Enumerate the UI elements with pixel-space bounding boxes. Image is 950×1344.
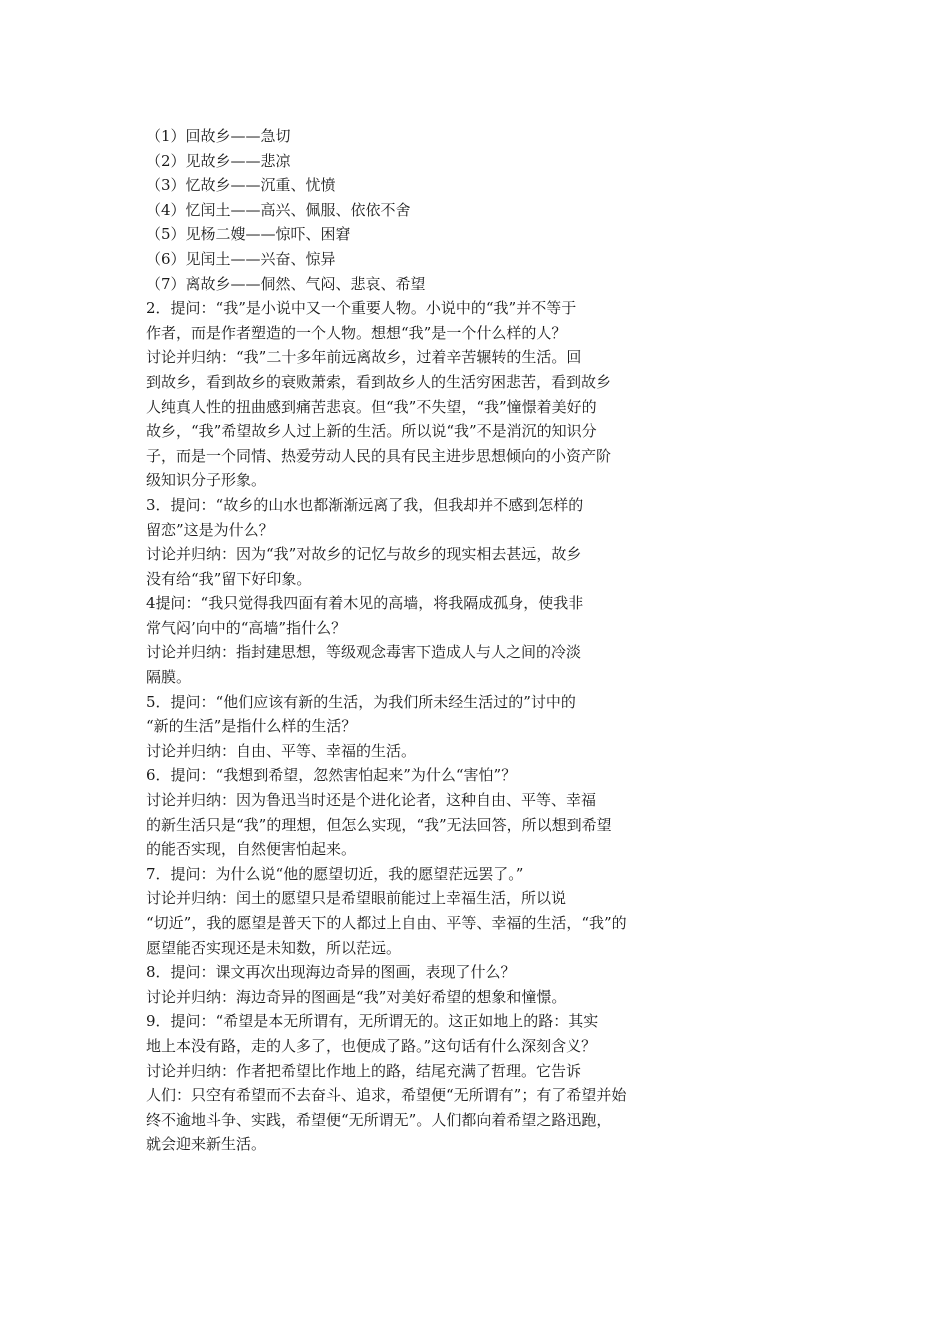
text-line: 隔膜。 (146, 668, 192, 687)
text-line: 终不逾地斗争、实践，希望便“无所谓无”。人们都向着希望之路迅跑， (146, 1110, 612, 1129)
text-line: 讨论并归纳：海边奇异的图画是“我”对美好希望的想象和憧憬。 (146, 987, 567, 1006)
text-line: 3．提问：“故乡的山水也都渐渐远离了我，但我却并不感到怎样的 (146, 495, 584, 514)
text-line: 8．提问：课文再次出现海边奇异的图画，表现了什么？ (146, 963, 516, 982)
text-line: 讨论并归纳：因为鲁迅当时还是个进化论者，这种自由、平等、幸福 (146, 791, 597, 810)
text-line: 讨论并归纳：因为“我”对故乡的记忆与故乡的现实相去甚远，故乡 (146, 545, 582, 564)
text-line: 讨论并归纳：指封建思想，等级观念毒害下造成人与人之间的冷淡 (146, 643, 582, 662)
text-line: （5）见杨二嫂——惊吓、困窘 (146, 225, 351, 244)
text-line: 级知识分子形象。 (146, 471, 267, 490)
text-line: 讨论并归纳：“我”二十多年前远离故乡，过着辛苦辗转的生活。回 (146, 348, 582, 367)
text-line: （2）见故乡——悲凉 (146, 151, 291, 170)
text-line: 子，而是一个同情、热爱劳动人民的具有民主进步思想倾向的小资产阶 (146, 446, 612, 465)
text-line: 地上本没有路，走的人多了，也便成了路。”这句话有什么深刻含义？ (146, 1036, 597, 1055)
text-line: 人们：只空有希望而不去奋斗、追求，希望便“无所谓有”；有了希望并始 (146, 1086, 627, 1105)
text-line: （7）离故乡——侗然、气闷、悲哀、希望 (146, 274, 426, 293)
text-line: 就会迎来新生活。 (146, 1135, 267, 1154)
text-line: 6．提问：“我想到希望，忽然害怕起来”为什么“害怕”？ (146, 766, 517, 785)
text-line: （4）忆闰土——高兴、佩服、依依不舍 (146, 200, 411, 219)
document-body (146, 124, 786, 1157)
text-line: 讨论并归纳：闰土的愿望只是希望眼前能过上幸福生活，所以说 (146, 889, 567, 908)
text-line: 作者，而是作者塑造的一个人物。想想“我”是一个什么样的人？ (146, 323, 567, 342)
text-line: （1）回故乡——急切 (146, 127, 291, 145)
text-line: 讨论并归纳：自由、平等、幸福的生活。 (146, 741, 417, 760)
text-line: （3）忆故乡——沉重、忧愤 (146, 176, 336, 195)
text-line: 2．提问：“我”是小说中又一个重要人物。小说中的“我”并不等于 (146, 299, 577, 318)
text-line: 9．提问：“希望是本无所谓有，无所谓无的。这正如地上的路：其实 (146, 1012, 599, 1031)
text-line: 4提问：“我只觉得我四面有着木见的高墙，将我隔成孤身，使我非 (146, 594, 584, 613)
text-line: 愿望能否实现还是未知数，所以茫远。 (146, 938, 402, 957)
text-line: 到故乡，看到故乡的衰败萧索，看到故乡人的生活穷困悲苦，看到故乡 (146, 372, 612, 391)
text-line: 的新生活只是“我”的理想，但怎么实现，“我”无法回答，所以想到希望 (146, 815, 612, 834)
text-line: 留恋”这是为什么？ (146, 520, 274, 539)
text-line: 讨论并归纳：作者把希望比作地上的路，结尾充满了哲理。它告诉 (146, 1061, 582, 1080)
text-line: 人纯真人性的扭曲感到痛苦悲哀。但“我”不失望，“我”憧憬着美好的 (146, 397, 597, 416)
text-line: “新的生活”是指什么样的生活？ (146, 717, 357, 736)
text-line: “切近”，我的愿望是普天下的人都过上自由、平等、幸福的生活，“我”的 (146, 914, 627, 932)
text-line: 7．提问：为什么说“他的愿望切近，我的愿望茫远罢了。” (146, 864, 524, 883)
text-line: 5．提问：“他们应该有新的生活，为我们所未经生活过的”讨中的 (146, 692, 576, 711)
text-line: 常气闷’向中的“高墙”指什么？ (146, 618, 347, 637)
text-line: 的能否实现，自然便害怕起来。 (146, 840, 357, 859)
text-line: 没有给“我”留下好印象。 (146, 569, 312, 588)
text-line: （6）见闰土——兴奋、惊异 (146, 249, 336, 268)
text-line: 故乡，“我”希望故乡人过上新的生活。所以说“我”不是消沉的知识分 (146, 422, 597, 441)
